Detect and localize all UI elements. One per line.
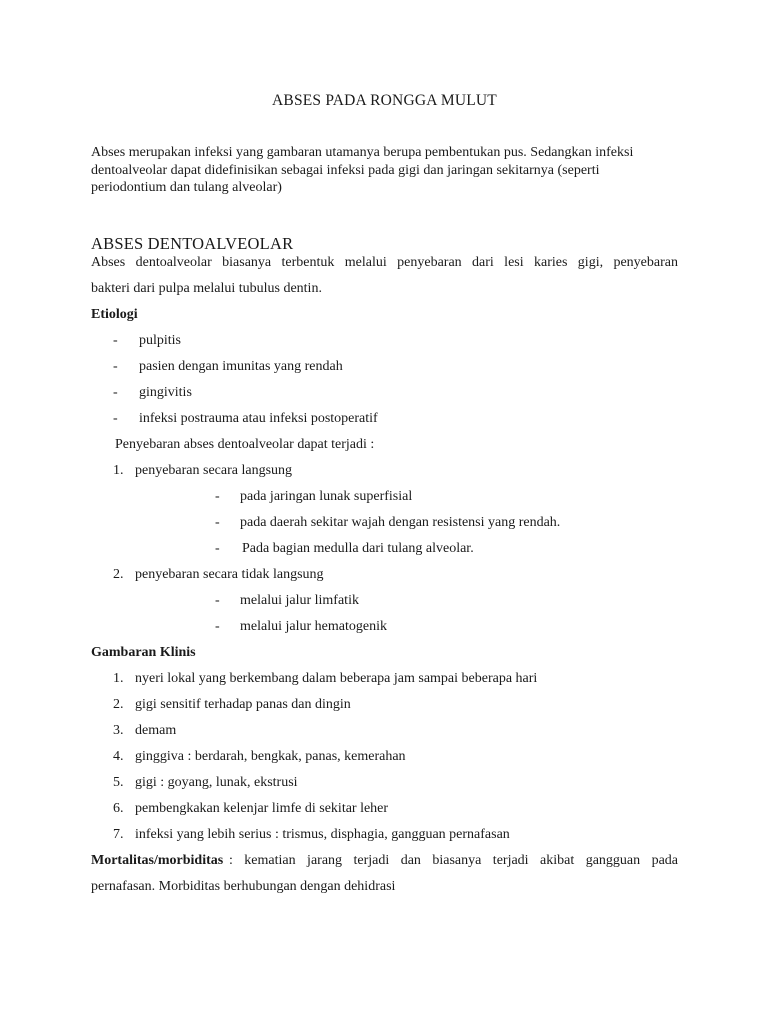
list-number: 6. [113, 801, 124, 816]
list-subitem: pada jaringan lunak superfisial [240, 489, 413, 504]
list-bullet: - [215, 541, 220, 556]
list-number: 5. [113, 775, 124, 790]
list-bullet: - [215, 515, 220, 530]
list-bullet: - [215, 593, 220, 608]
list-item: pasien dengan imunitas yang rendah [139, 359, 343, 374]
section-heading: ABSES DENTOALVEOLAR [91, 234, 294, 253]
list-subitem: melalui jalur limfatik [240, 593, 359, 608]
section-paragraph-line: bakteri dari pulpa melalui tubulus dentin. [91, 281, 322, 296]
list-subitem: Pada bagian medulla dari tulang alveolar. [242, 541, 474, 556]
list-number: 1. [113, 671, 124, 686]
etiologi-heading: Etiologi [91, 307, 138, 322]
list-bullet: - [113, 333, 118, 348]
section-paragraph-line: Abses dentoalveolar biasanya terbentuk melalui penyebaran dari lesi karies gigi, penyebaran [91, 255, 678, 270]
list-number: 2. [113, 567, 124, 582]
list-subitem: melalui jalur hematogenik [240, 619, 387, 634]
list-item: pulpitis [139, 333, 182, 348]
list-bullet: - [215, 489, 220, 504]
list-bullet: - [113, 411, 118, 426]
intro-line: Abses merupakan infeksi yang gambaran utamanya berupa pembentukan pus. Sedangkan infeksi [91, 145, 634, 160]
list-bullet: - [113, 385, 118, 400]
list-subitem: pada daerah sekitar wajah dengan resistensi yang rendah. [240, 515, 561, 530]
document-title: ABSES PADA RONGGA MULUT [272, 92, 497, 109]
mortalitas-label: Mortalitas/morbiditas [91, 853, 224, 868]
list-item: infeksi postrauma atau infeksi postoperatif [139, 411, 378, 426]
list-item: pembengkakan kelenjar limfe di sekitar leher [135, 801, 389, 816]
list-bullet: - [215, 619, 220, 634]
list-item: demam [135, 723, 177, 738]
mortalitas-paragraph-line: pernafasan. Morbiditas berhubungan dengan dehidrasi [91, 879, 396, 894]
mortalitas-text: : kematian jarang terjadi dan biasanya terjadi akibat gangguan pada [223, 853, 678, 868]
list-number: 7. [113, 827, 124, 842]
mortalitas-paragraph-line [91, 852, 678, 870]
list-item: gigi sensitif terhadap panas dan dingin [135, 697, 351, 712]
list-item: ginggiva : berdarah, bengkak, panas, kemerahan [135, 749, 406, 764]
list-number: 2. [113, 697, 124, 712]
list-number: 3. [113, 723, 124, 738]
penyebaran-intro: Penyebaran abses dentoalveolar dapat terjadi : [115, 437, 375, 452]
list-item: nyeri lokal yang berkembang dalam beberapa jam sampai beberapa hari [135, 671, 538, 686]
gambaran-klinis-heading: Gambaran Klinis [91, 645, 196, 660]
intro-paragraph [91, 144, 678, 197]
list-item: infeksi yang lebih serius : trismus, disphagia, gangguan pernafasan [135, 827, 510, 842]
list-item: penyebaran secara tidak langsung [135, 567, 324, 582]
list-number: 1. [113, 463, 124, 478]
list-item: gingivitis [139, 385, 192, 400]
list-bullet: - [113, 359, 118, 374]
list-item: penyebaran secara langsung [135, 463, 293, 478]
list-item: gigi : goyang, lunak, ekstrusi [135, 775, 298, 790]
intro-line: periodontium dan tulang alveolar) [91, 180, 282, 195]
list-number: 4. [113, 749, 124, 764]
intro-line: dentoalveolar dapat didefinisikan sebagai infeksi pada gigi dan jaringan sekitarnya (seperti [91, 162, 600, 178]
